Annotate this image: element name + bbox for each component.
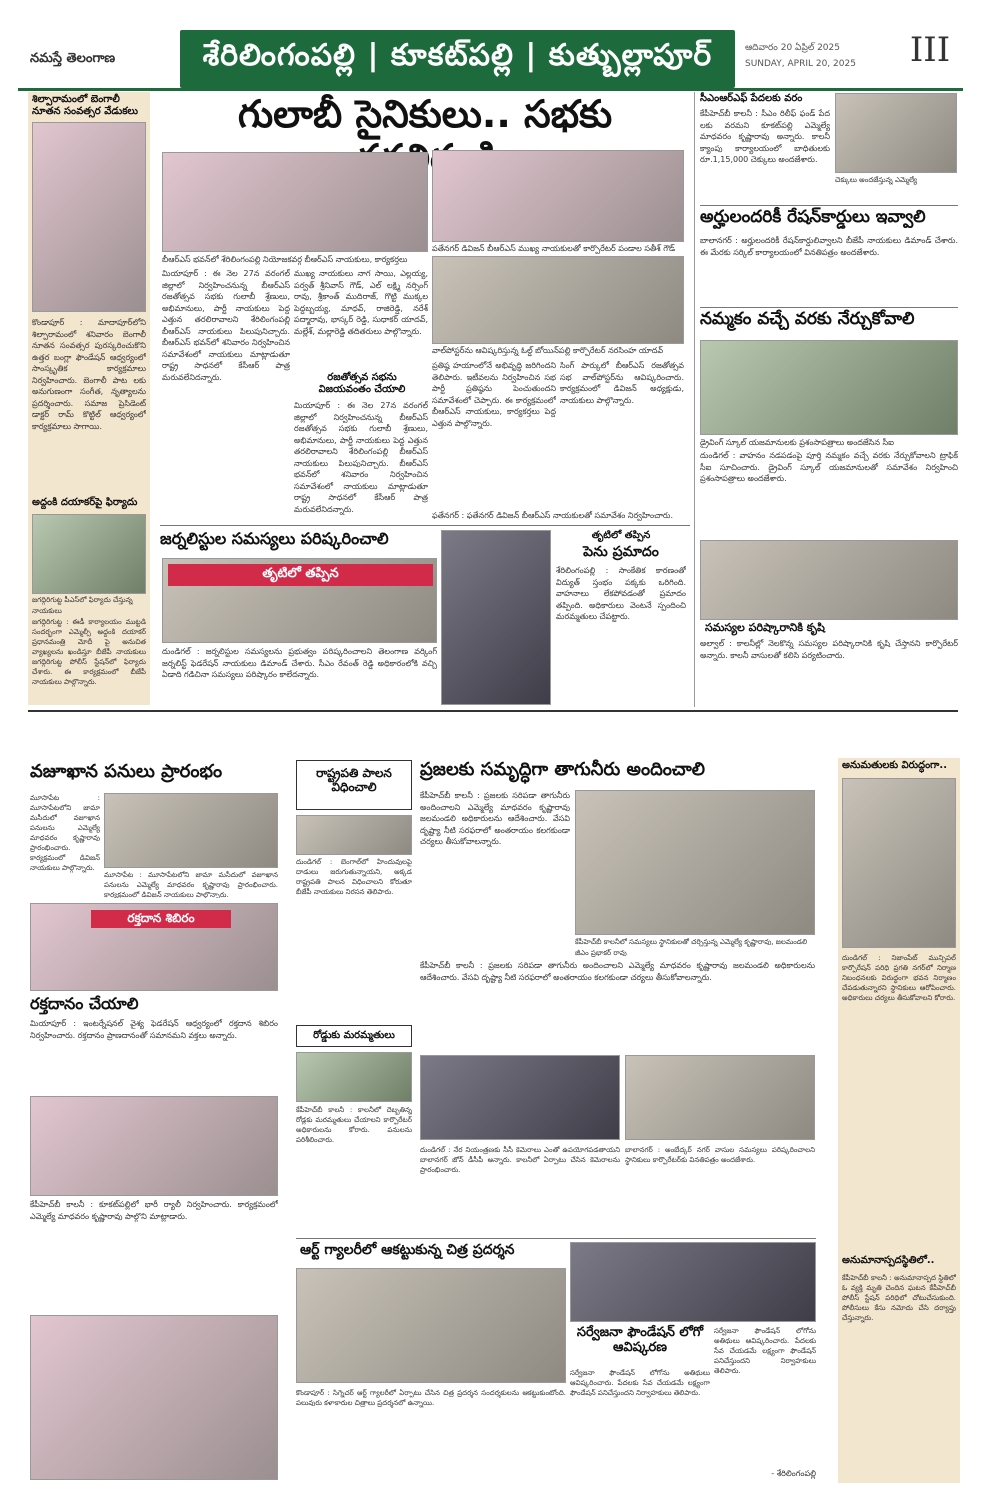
- road-photo: [296, 1052, 412, 1102]
- water-headline: ప్రజలకు సమృద్ధిగా తాగునీరు అందించాలి: [420, 759, 705, 780]
- complaint-photo: [32, 514, 146, 594]
- lead-column-2: ముఖ్య నాయకులు నాగ సాయి, ఎల్లయ్య, పర్వత్ శ్రీనివాస్ గౌడ్, ఎల్ లక్ష్మి నర్సింగ్ రావు, శ్రీకాంత్ ముదిరాజ్, గొట్టి ముక్కల పెద్దబ్బయ్య, మాధవ్, రాజిరెడ్డి, నరేశ్ పద్మారావు, భాస్కర్ రెడ్డి, సుధాకర్ యాదవ్, మల్లేశ్, మల్లారెడ్డి తదితరులు పాల్గొన్నారు.: [294, 269, 428, 336]
- water-caption: కేపీహెచ్‌బీ కాలనీలో సమస్యలు స్థానికులతో చర్చిస్తున్న ఎమ్మెల్యే కృష్ణారావు, జలమండలి జీఎం ప్రభాకర్ రావు: [575, 938, 808, 957]
- foundation-text-2: సర్వేజనా ఫౌండేషన్ లోగోను అతిథులు ఆవిష్కరించారు. పేదలకు సేవ చేయడమే లక్ష్యంగా ఫౌండేషన్ పనిచేస్తుందని నిర్వాహకులు తెలిపారు.: [714, 1327, 816, 1375]
- cctv-text: దుండిగల్ : నేర నియంత్రణకు సీసీ కెమెరాలు ఎంతో ఉపయోగపడతాయని బాలానగర్ జోన్ డీసీపీ అన్నారు. కాలనీలో ఏర్పాటు చేసిన కెమెరాలను ప్రారంభించారు.: [420, 1146, 620, 1174]
- column-divider: [694, 92, 695, 707]
- journalists-photo: [162, 558, 437, 643]
- lead-subhead: రజతోత్సవ సభను విజయవంతం చేయాలి: [318, 372, 406, 395]
- sidebar-story2-headline: అద్దంకి దయాకర్‌పై ఫిర్యాదు: [32, 497, 138, 508]
- driving-headline: నమ్మకం వచ్చే వరకు నేర్చుకోవాలి: [700, 309, 915, 329]
- rally-text: కేపీహెచ్‌బీ కాలనీ : కూకట్‌పల్లిలో భారీ ర్యాలీ నిర్వహించారు. కార్యక్రమంలో ఎమ్మెల్యే మాధవరం కృష్ణారావు పాల్గొని మాట్లాడారు.: [30, 1200, 278, 1221]
- divider: [700, 205, 958, 206]
- lead-photo-2: [432, 150, 684, 242]
- right-lower-sidebar: [838, 758, 960, 1483]
- sidebar-story2-text: జగద్గిరిగుట్ట : ఈడీ కార్యాలయం ముట్టడి సందర్భంగా ఎమ్మెల్సీ అద్దంకి దయాకర్ ప్రధానమంత్రి మోదీ పై అనుచిత వ్యాఖ్యలను ఖండిస్తూ బీజేపీ నాయకులు జగద్గిరిగుట్ట పోలీస్ స్టేషన్‌లో ఫిర్యాదు చేశారు. ఈ కార్యక్రమంలో బీజేపీ నాయకులు పాల్గొన్నారు.: [32, 618, 146, 686]
- date-telugu: ఆదివారం 20 ఏప్రిల్ 2025: [745, 43, 840, 53]
- page-number: III: [909, 30, 951, 70]
- page-title: శేరిలింగంపల్లి | కూకట్‌పల్లి | కుత్బుల్లాపూర్: [180, 30, 735, 88]
- foundation-text: సర్వేజనా ఫౌండేషన్ లోగోను అతిథులు ఆవిష్కరించారు. పేదలకు సేవ చేయడమే లక్ష్యంగా ఫౌండేషన్ పనిచేస్తుందని నిర్వాహకులు తెలిపారు.: [570, 1369, 710, 1397]
- date-english: SUNDAY, APRIL 20, 2025: [745, 59, 856, 69]
- art-gallery-text: కొండాపూర్ : సిగ్నెచర్ ఆర్ట్ గ్యాలరీలో ఏర్పాటు చేసిన చిత్ర ప్రదర్శన సందర్శకులను ఆకట్టుకుంటోంది. పలువురు కళాకారుల చిత్రాలు ప్రదర్శనలో ఉన్నాయి.: [296, 1389, 566, 1407]
- driving-text: దుండిగల్ : వాహనం నడపడంపై పూర్తి నమ్మకం వచ్చే వరకు నేర్చుకోవాలని ట్రాఫిక్ సీఐ సూచించారు. డ్రైవింగ్ స్కూల్ యజమానులతో సమావేశం నిర్వహించి ప్రశంసాపత్రాలు అందజేశారు.: [700, 451, 958, 483]
- journalists-text: దుండిగల్ : జర్నలిస్టుల సమస్యలను ప్రభుత్వం పరిష్కరించాలని తెలంగాణ వర్కింగ్ జర్నలిస్ట్ ఫెడరేషన్ నాయకులు డిమాండ్ చేశారు. సీఎం రేవంత్ రెడ్డి అధికారంలోకి వచ్చి ఏడాది గడిచినా సమస్యలు పరిష్కారం కాలేదన్నారు.: [162, 647, 437, 679]
- divider: [160, 525, 690, 526]
- foundation-headline: సర్వేజనా ఫౌండేషన్ లోగో ఆవిష్కరణ: [576, 1325, 704, 1355]
- lead-column-3: ప్రతిష్ఠ హయాంలోనే అభివృద్ధి జరిగిందని తెలిపారు. ఇటీవలను నిర్వహించిన సభ పార్టీ ప్రతిష్ఠను పెంచుతుందని సమావేశంలో చెప్పారు. ఈ కార్యక్రమంలో బీఆర్‌ఎస్ నాయకులు, కార్యకర్తలు పెద్ద ఎత్తున పాల్గొన్నారు.: [432, 361, 556, 428]
- colony-photo: [700, 540, 958, 620]
- lead-caption-2: పతేనగర్ డివిజన్ బీఆర్‌ఎస్ ముఖ్య నాయకులతో కార్పొరేటర్ పండాల సతీశ్ గౌడ్: [432, 244, 676, 253]
- presidents-rule-headline: రాష్ట్రపతి పాలన విధించాలి: [296, 760, 412, 810]
- violation-headline: అనుమతులకు విరుద్ధంగా..: [842, 760, 947, 771]
- cctv-photo: [420, 1055, 620, 1140]
- lead-photo-1: [162, 152, 428, 252]
- wazukhana-text: మూసాపేట : మూసాపేటలోని జామా మసీదులో వజూఖాన పనులను ఎమ్మెల్యే మాధవరం కృష్ణారావు ప్రారంభించారు. కార్యక్రమంలో డివిజన్ నాయకులు పాల్గొన్నారు.: [30, 794, 100, 872]
- blood-camp-photo: [30, 903, 278, 991]
- complaint-office-text: బాలానగర్ : అంబేద్కర్ నగర్ వాసుల సమస్యలు పరిష్కరించాలని స్థానికులు కార్పొరేటర్‌కు వినతిపత్రం అందజేశారు.: [625, 1146, 815, 1164]
- complaint-office-photo: [625, 1055, 815, 1140]
- lead-headline: గులాబీ సైనికులు.. సభకు: [237, 92, 613, 136]
- blood-donation-headline: రక్తదానం చేయాలి: [30, 994, 139, 1013]
- divider: [700, 307, 958, 308]
- cmrf-caption: చెక్కులు అందజేస్తున్న ఎమ్మెల్యే: [835, 176, 918, 184]
- divider: [296, 1238, 816, 1239]
- sidebar-story1-headline: శిల్పారామంలో బెంగాలీ నూతన సంవత్సర వేడుకలు: [32, 94, 138, 117]
- wazukhana-photo: [104, 793, 278, 868]
- foundation-byline: - శేరిలింగంపల్లి: [771, 1469, 816, 1478]
- accident-text: శేరిలింగంపల్లి : సాంకేతిక కారణంతో విద్యుత్ స్తంభం పక్కకు ఒరిగింది. వాహనాలు లేకపోవడంతో ప్రమాదం తప్పింది. అధికారులు వెంటనే స్పందించి మరమ్మతులు చేపట్టారు.: [556, 566, 686, 621]
- cmrf-photo: [835, 93, 957, 173]
- journalists-banner: తృటిలో తప్పిన: [168, 564, 433, 586]
- colony-text: అల్వాల్ : కాలనీల్లో నెలకొన్న సమస్యల పరిష్కారానికి కృషి చేస్తానని కార్పొరేటర్ అన్నారు. కాలనీ వాసులతో కలిసి పర్యటించారు.: [700, 639, 958, 660]
- violation-photo: [842, 778, 956, 948]
- water-text-1: కేపీహెచ్‌బీ కాలనీ : ప్రజలకు సరిపడా తాగునీరు అందించాలని ఎమ్మెల్యే మాధవరం కృష్ణారావు జలమండలి అధికారులను ఆదేశించారు. వేసవి దృష్ట్యా నీటి సరఫరాలో అంతరాయం కలగకుండా చర్యలు తీసుకోవాలన్నారు.: [420, 791, 570, 846]
- water-meeting-photo: [575, 790, 815, 935]
- lead-byline: ఫతేనగర్ : ఫతేనగర్ డివిజన్ బీఆర్‌ఎస్ నాయకులతో సమావేశం నిర్వహించారు.: [432, 511, 673, 520]
- lead-column-1: మియాపూర్ : ఈ నెల 27న వరంగల్ జిల్లాలో నిర్వహించనున్న బీఆర్‌ఎస్ రజతోత్సవ సభకు గులాబీ శ్రేణులు, అభిమానులు, పార్టీ నాయకులు పెద్ద ఎత్తున తరలిరావాలని శేరిలింగంపల్లి బీఆర్‌ఎస్ నాయకులు పిలుపునిచ్చారు. బీఆర్‌ఎస్ భవన్‌లో శనివారం నిర్వహించిన సమావేశంలో నాయకులు మాట్లాడుతూ రాష్ట్ర సాధనలో కేసీఆర్ పాత్ర మరువలేనిదన్నారు.: [162, 269, 290, 382]
- ration-card-text: బాలానగర్ : అర్హులందరికీ రేషన్‌కార్డులివ్వాలని బీజేపీ నాయకులు డిమాండ్ చేశారు. ఈ మేరకు సర్కిల్ కార్యాలయంలో వినతిపత్రం అందజేశారు.: [700, 236, 958, 257]
- blood-camp-banner: రక్తదాన శిబిరం: [91, 910, 231, 928]
- lead-column-4: సింగ్ పార్కులో బీఆర్‌ఎస్ రజతోత్సవ సభ వాల్‌పోస్టర్‌ను ఆవిష్కరించారు. కార్యక్రమంలో డివిజన్ అధ్యక్షుడు, నాయకులు పాల్గొన్నారు.: [560, 361, 684, 405]
- art-gallery-headline: ఆర్ట్ గ్యాలరీలో ఆకట్టుకున్న చిత్ర ప్రదర్శన: [300, 1242, 515, 1258]
- protest-photo: [296, 815, 412, 855]
- road-repair-headline: రోడ్డుకు మరమ్మతులు: [296, 1025, 412, 1047]
- accident-kicker: తృటిలో తప్పిన: [591, 530, 651, 541]
- driving-photo: [700, 340, 958, 435]
- cmrf-headline: సీఎంఆర్‌ఎఫ్ పేదలకు వరం: [700, 93, 803, 104]
- sidebar-story2-caption: జగద్గిరిగుట్ట పీఎస్‌లో ఫిర్యాదు చేస్తున్న నాయకులు: [32, 596, 133, 615]
- colony-headline: సమస్యల పరిష్కారానికి కృషి: [705, 621, 825, 634]
- water-text-2: కేపీహెచ్‌బీ కాలనీ : ప్రజలకు సరిపడా తాగునీరు అందించాలని ఎమ్మెల్యే మాధవరం కృష్ణారావు జలమండలి అధికారులను ఆదేశించారు. వేసవి దృష్ట్యా నీటి సరఫరాలో అంతరాయం కలగకుండా చర్యలు తీసుకోవాలన్నారు.: [420, 961, 815, 982]
- lead-column-2b: మియాపూర్ : ఈ నెల 27న వరంగల్ జిల్లాలో నిర్వహించనున్న బీఆర్‌ఎస్ రజతోత్సవ సభకు గులాబీ శ్రేణులు, అభిమానులు, పార్టీ నాయకులు పెద్ద ఎత్తున తరలిరావాలని శేరిలింగంపల్లి బీఆర్‌ఎస్ నాయకులు పిలుపునిచ్చారు. బీఆర్‌ఎస్ భవన్‌లో శనివారం నిర్వహించిన సమావేశంలో నాయకులు మాట్లాడుతూ రాష్ట్ర సాధనలో కేసీఆర్ పాత్ర మరువలేనిదన్నారు.: [294, 401, 428, 514]
- wazukhana-headline: వజూఖాన పనులు ప్రారంభం: [30, 761, 223, 782]
- violation-text: దుండిగల్ : నిజాంపేట్ మున్సిపల్ కార్పొరేషన్ పరిధి ప్రగతి నగర్‌లో నిర్మాణ నిబంధనలకు విరుద్ధంగా భవన నిర్మాణం చేపడుతున్నారని స్థానికులు ఆరోపించారు. అధికారులు చర్యలు తీసుకోవాలని కోరారు.: [842, 954, 956, 1002]
- masthead-rule: [18, 88, 963, 91]
- rally-photo: [30, 1096, 278, 1196]
- suspicious-text: కేపీహెచ్‌బీ కాలనీ : అనుమానాస్పద స్థితిలో ఓ వ్యక్తి మృతి చెందిన ఘటన కేపీహెచ్‌బీ పోలీస్ స్టేషన్ పరిధిలో చోటుచేసుకుంది. పోలీసులు కేసు నమోదు చేసి దర్యాప్తు చేస్తున్నారు.: [842, 1274, 956, 1322]
- road-repair-text: కేపీహెచ్‌బీ కాలనీ : కాలనీలో దెబ్బతిన్న రోడ్లకు మరమ్మతులు చేయాలని కార్పొరేటర్ అధికారులను కోరారు. పనులను పరిశీలించారు.: [296, 1106, 412, 1144]
- blood-donation-text: మియాపూర్ : ఇంటర్నేషనల్ వైశ్య ఫెడరేషన్ ఆధ్వర్యంలో రక్తదాన శిబిరం నిర్వహించారు. రక్తదానం ప్రాణదానంతో సమానమని వక్తలు అన్నారు.: [30, 1019, 278, 1040]
- sidebar-story1-text: కొండాపూర్ : మాదాపూర్‌లోని శిల్పారామంలో శనివారం బెంగాలీ నూతన సంవత్సర పురస్కరించుకొని ఉత్తర బంగ్లా ఫౌండేషన్ ఆధ్వర్యంలో సాంస్కృతిక కార్యక్రమాలు నిర్వహించారు. బెంగాలీ పాట లకు అనుగుణంగా సంగీత, నృత్యాలను ప్రదర్శించారు. సమాజ ప్రెసిడెంట్ డాక్టర్ రామ్ కొట్టిల్ ఆధ్వర్యంలో కార్యక్రమాలు సాగాయి.: [32, 318, 146, 431]
- pole-photo: [441, 530, 551, 705]
- lead-caption-3: వాల్‌పోస్టర్‌ను ఆవిష్కరిస్తున్న ఓల్డ్ బోయిన్‌పల్లి కార్పొరేటర్ నరసింహ యాదవ్: [432, 346, 664, 355]
- art-gallery-photo: [296, 1268, 566, 1383]
- lead-caption-1: బీఆర్‌ఎస్ భవన్‌లో శేరిలింగంపల్లి నియోజకవర్గ బీఆర్‌ఎస్ నాయకులు, కార్యకర్తలు: [162, 255, 408, 264]
- rally-photo-2: [30, 1315, 278, 1480]
- lead-photo-3: [432, 256, 684, 344]
- section-divider: [28, 710, 958, 712]
- newspaper-brand: నమస్తే తెలంగాణ: [30, 51, 116, 66]
- left-sidebar: [28, 92, 150, 705]
- accident-headline: పెను ప్రమాదం: [583, 544, 659, 560]
- suspicious-headline: అనుమానాస్పదస్థితిలో..: [842, 1255, 935, 1266]
- cmrf-text: కేపీహెచ్‌బీ కాలనీ : సీఎం రిలీఫ్ ఫండ్ పేద లకు వరమని కూకట్‌పల్లి ఎమ్మెల్యే మాధవరం కృష్ణారావు అన్నారు. కాలనీ క్యాంపు కార్యాలయంలో బాధితులకు రూ.1,15,000 చెక్కులు అందజేశారు.: [700, 109, 830, 164]
- driving-caption: డ్రైవింగ్ స్కూల్ యజమానులకు ప్రశంసాపత్రాలు అందజేసిన సీఐ: [700, 438, 894, 447]
- presidents-rule-text: దుండిగల్ : బెంగాల్‌లో హిందువులపై దాడులు జరుగుతున్నాయని, అక్కడ రాష్ట్రపతి పాలన విధించాలని కోరుతూ బీజేపీ నాయకులు నిరసన తెలిపారు.: [296, 858, 412, 896]
- foundation-photo: [570, 1242, 816, 1322]
- journalists-headline: జర్నలిస్టుల సమస్యలు పరిష్కరించాలి: [160, 529, 389, 548]
- date-block: [745, 40, 895, 72]
- dancers-photo: [32, 122, 146, 312]
- ration-card-headline: అర్హులందరికీ రేషన్‌కార్డులు ఇవ్వాలి: [700, 207, 926, 227]
- wazukhana-text-2: మూసాపేట : మూసాపేటలోని జామా మసీదులో వజూఖాన పనులను ఎమ్మెల్యే మాధవరం కృష్ణారావు ప్రారంభించారు. కార్యక్రమంలో డివిజన్ నాయకులు పాల్గొన్నారు.: [104, 871, 278, 898]
